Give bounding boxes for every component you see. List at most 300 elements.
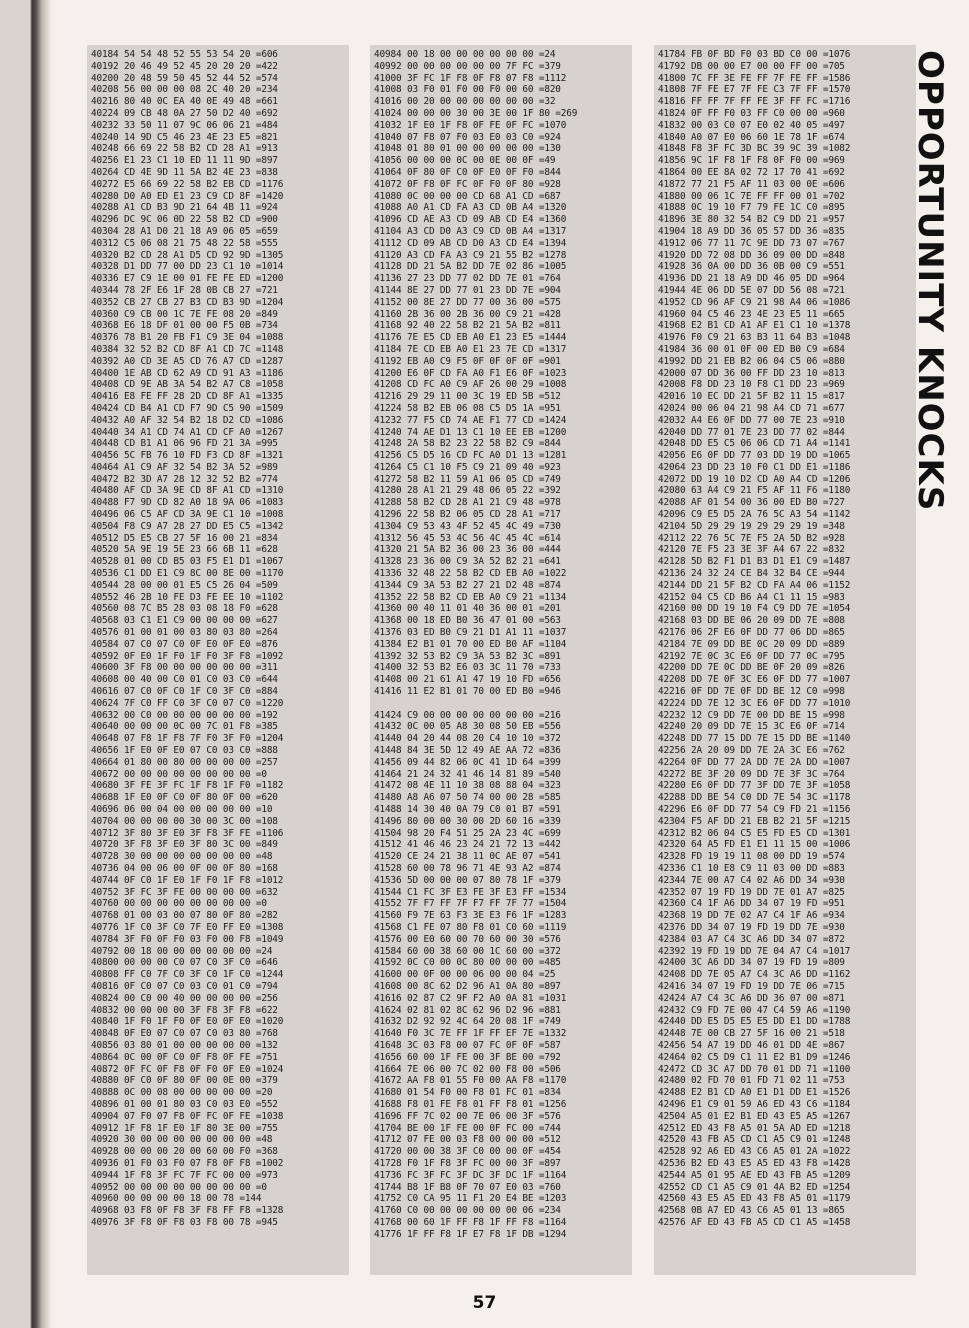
listing-line: 40984 00 18 00 00 00 00 00 00 =24 <box>374 49 556 60</box>
listing-line: 40752 3F FC 3F FE 00 00 00 00 =632 <box>91 886 278 898</box>
listing-line: 42224 DD 7E 12 3C E6 0F DD 77 =1010 <box>658 697 851 709</box>
listing-line: 41216 29 29 11 00 3C 19 ED 5B =512 <box>374 391 561 403</box>
listing-line: 40872 0F FC 0F F8 0F F0 0F E0 =1024 <box>91 1063 284 1075</box>
listing-line: 40664 01 80 00 80 00 00 00 00 =257 <box>91 756 278 768</box>
listing-line: 42528 92 A6 ED 43 C6 A5 01 2A =1022 <box>658 1146 851 1158</box>
listing-line: 41176 7E E5 CD EB A0 E1 23 E5 =1444 <box>374 332 567 344</box>
listing-line: 41272 58 B2 11 59 A1 06 05 CD =749 <box>374 473 561 485</box>
listing-line: 42392 19 FD 19 DD 7E 04 A7 C4 =1017 <box>658 945 851 957</box>
listing-line: 41696 FF 7C 02 00 7E 06 00 3F =576 <box>374 1110 561 1122</box>
listing-line: 40896 01 00 01 80 03 C0 03 E0 =552 <box>91 1098 278 1110</box>
listing-line: 41448 84 3E 5D 12 49 AE AA 72 =836 <box>374 745 561 757</box>
listing-line: 40592 0F E0 1F F0 1F F0 3F F8 =1092 <box>91 650 284 662</box>
listing-line: 42304 F5 AF DD 21 EB B2 21 5F =1215 <box>658 815 851 827</box>
listing-line: 41712 07 FE 00 03 F8 00 00 00 =512 <box>374 1134 561 1146</box>
listing-lines <box>654 45 916 1233</box>
listing-line: 41936 DD 21 18 A9 DD 46 05 DD =964 <box>658 273 845 285</box>
listing-line: 42360 C4 1F A6 DD 34 07 19 FD =951 <box>658 898 845 910</box>
listing-line: 40640 00 00 00 0C 00 7C 01 F8 =385 <box>91 721 278 733</box>
listing-line: 41400 32 53 B2 E6 03 3C 11 70 =733 <box>374 662 561 674</box>
listing-line: 40216 80 40 0C EA 40 0E 49 48 =661 <box>91 96 278 108</box>
listing-line: 42104 5D 29 29 19 29 29 29 19 =348 <box>658 520 845 532</box>
listing-line: 41896 3E 80 32 54 B2 C9 DD 21 =957 <box>658 214 845 226</box>
listing-line: 40480 AF CD 3A 9E CD 8F A1 CD =1310 <box>91 485 284 497</box>
listing-line: 41056 00 00 00 0C 00 0E 00 0F =49 <box>374 155 556 167</box>
listing-column-1 <box>87 45 349 1275</box>
listing-line: 41544 C1 FC 3F E3 FE 3F E3 FF =1534 <box>374 886 567 898</box>
listing-line: 40264 CD 4E 9D 11 5A B2 4E 23 =838 <box>91 166 278 178</box>
listing-line: 40440 34 A1 CD 74 A1 CD CF A0 =1267 <box>91 426 284 438</box>
listing-line: 40912 1F F8 1F E0 1F 80 3E 00 =755 <box>91 1122 278 1134</box>
listing-line: 40976 3F F8 0F F8 03 F8 00 78 =945 <box>91 1216 278 1228</box>
listing-line: 40376 78 B1 20 FB F1 C9 3E 04 =1088 <box>91 332 284 344</box>
listing-line: 41336 32 48 22 58 B2 CD EB A0 =1022 <box>374 568 567 580</box>
listing-line: 40520 5A 9E 19 5E 23 66 6B 11 =628 <box>91 544 278 556</box>
listing-line: 42504 A5 01 E2 B1 ED 43 E5 A5 =1267 <box>658 1110 851 1122</box>
listing-line: 42320 64 A5 FD E1 E1 11 15 00 =1006 <box>658 839 851 851</box>
listing-line: 41344 C9 3A 53 B2 27 21 D2 48 =874 <box>374 579 561 591</box>
listing-line: 41248 2A 58 B2 23 22 58 B2 C9 =844 <box>374 438 561 450</box>
listing-line: 41112 CD 09 AB CD D0 A3 CD E4 =1394 <box>374 237 567 249</box>
listing-line: 41552 7F F7 FF 7F F7 FF 7F 77 =1504 <box>374 898 567 910</box>
listing-line: 41184 7E CD EB A0 E1 23 7E CD =1317 <box>374 343 567 355</box>
listing-line: 41592 0C C0 00 0C 80 00 00 00 =485 <box>374 957 561 969</box>
listing-line: 40928 00 00 00 20 00 60 00 F0 =368 <box>91 1146 278 1158</box>
listing-line: 40456 5C FB 76 10 FD F3 CD 8F =1321 <box>91 450 284 462</box>
listing-line: 41008 03 F0 01 F0 00 F0 00 60 =820 <box>374 84 561 96</box>
listing-line: 41800 7C FF 3E FE FF 7F FE FF =1586 <box>658 72 851 84</box>
listing-line: 42184 7E 09 DD BE 0C 20 09 DD =889 <box>658 638 845 650</box>
listing-line: 41048 01 80 01 00 00 00 00 00 =130 <box>374 143 561 155</box>
listing-line: 41120 A3 CD FA A3 C9 21 55 B2 =1278 <box>374 249 567 261</box>
listing-line: 41600 00 0F 00 00 06 00 00 04 =25 <box>374 969 556 981</box>
listing-line: 41496 80 00 00 30 00 2D 60 16 =339 <box>374 815 561 827</box>
page-title: OPPORTUNITY KNOCKS <box>910 50 950 512</box>
listing-line: 41832 00 03 C0 07 E0 02 40 05 =497 <box>658 119 845 131</box>
listing-column-3 <box>654 45 916 1275</box>
listing-line: 42016 10 EC DD 21 5F B2 11 15 =817 <box>658 391 845 403</box>
listing-line: 41720 00 00 38 3F C0 00 00 0F =454 <box>374 1146 561 1158</box>
listing-line: 40728 30 00 00 00 00 00 00 00 =48 <box>91 851 273 863</box>
listing-line: 41728 F0 1F F8 3F FC 00 00 3F =897 <box>374 1157 561 1169</box>
listing-line: 42024 00 06 04 21 98 A4 CD 71 =677 <box>658 402 845 414</box>
listing-line: 41136 27 23 DD 77 02 DD 7E 01 =764 <box>374 273 561 285</box>
listing-line: 41760 C0 00 00 00 00 00 00 06 =234 <box>374 1205 561 1217</box>
listing-line: 40808 FF C0 7F C0 3F C0 1F C0 =1244 <box>91 969 284 981</box>
listing-lines <box>87 45 349 1233</box>
listing-line: 41664 7E 06 00 7C 02 00 F8 00 =506 <box>374 1063 561 1075</box>
listing-line: 41520 CE 24 21 38 11 0C AE 07 =541 <box>374 851 561 863</box>
listing-line: 41200 E6 0F CD FA A0 F1 E6 0F =1023 <box>374 367 567 379</box>
listing-line: 40560 08 7C B5 28 03 08 18 F0 =628 <box>91 603 278 615</box>
listing-line: 41352 22 58 B2 CD EB A0 C9 21 =1134 <box>374 591 567 603</box>
listing-line: 42296 E6 0F DD 77 54 C9 FD 21 =1156 <box>658 804 851 815</box>
listing-line: 41424 C9 00 00 00 00 00 00 00 =216 <box>374 709 561 721</box>
listing-line: 41984 36 00 01 0F 00 ED B0 C9 =684 <box>658 343 845 355</box>
listing-line: 41848 F8 3F FC 3D BC 39 9C 39 =1082 <box>658 143 851 155</box>
listing-line: 41152 00 8E 27 DD 77 00 36 00 =575 <box>374 296 561 308</box>
listing-line: 40200 20 48 59 50 45 52 44 52 =574 <box>91 72 278 84</box>
listing-line: 40920 30 00 00 00 00 00 00 00 =48 <box>91 1134 273 1146</box>
listing-line: 40600 3F F8 00 00 00 00 00 00 =311 <box>91 662 278 674</box>
listing-line: 41960 04 C5 46 23 4E 23 E5 11 =665 <box>658 308 845 320</box>
listing-line: 40960 00 00 00 00 18 00 78 =144 <box>91 1193 262 1205</box>
listing-line: 40680 3F FE 3F FC 1F F8 1F F0 =1182 <box>91 780 284 792</box>
listing-line: 41240 74 AE D1 13 C1 10 EE EB =1200 <box>374 426 567 438</box>
listing-line: 42216 0F DD 7E 0F DD BE 12 C0 =998 <box>658 686 845 698</box>
listing-line: 41648 3C 03 F8 00 07 FC 0F 0F =587 <box>374 1039 561 1051</box>
listing-line: 40584 07 C0 07 C0 0F E0 0F E0 =876 <box>91 638 278 650</box>
listing-column-2 <box>370 45 632 1275</box>
listing-line: 41208 CD FC A0 C9 AF 26 00 29 =1008 <box>374 379 567 391</box>
listing-line: 41840 A0 07 E0 06 60 1E 78 1F =674 <box>658 131 845 143</box>
listing-line: 41512 41 46 46 23 24 21 72 13 =442 <box>374 839 561 851</box>
listing-line: 40944 1F F8 3F FC 7F FC 00 00 =973 <box>91 1169 278 1181</box>
listing-line: 42576 AF ED 43 FB A5 CD C1 A5 =1458 <box>658 1216 851 1228</box>
listing-line: 40888 0C 00 08 00 00 00 00 00 =20 <box>91 1087 273 1099</box>
listing-line: 41464 21 24 32 41 46 14 81 89 =540 <box>374 768 561 780</box>
listing-line: 42416 34 07 19 FD 19 DD 7E 06 =715 <box>658 980 845 992</box>
listing-line: 40576 01 00 01 00 03 80 03 80 =264 <box>91 627 278 639</box>
listing-line: 41032 1F E0 1F F8 0F FE 0F FC =1070 <box>374 119 567 131</box>
listing-line: 40344 78 2F E6 1F 28 0B CB 27 =721 <box>91 284 278 296</box>
listing-line: 41576 00 E0 60 00 70 60 00 30 =576 <box>374 933 561 945</box>
listing-line: 42256 2A 20 09 DD 7E 2A 3C E6 =762 <box>658 745 845 757</box>
listing-line: 41144 8E 27 DD 77 01 23 DD 7E =904 <box>374 284 561 296</box>
listing-line: 40552 46 2B 10 FE D3 FE EE 10 =1102 <box>91 591 284 603</box>
listing-line: 40824 00 C0 00 40 00 00 00 00 =256 <box>91 992 278 1004</box>
listing-line: 41104 A3 CD D0 A3 C9 CD 0B A4 =1317 <box>374 225 567 237</box>
listing-line: 40792 00 18 00 00 00 00 00 00 =24 <box>91 945 273 957</box>
listing-line: 41768 00 60 1F FF F8 1F FF F8 =1164 <box>374 1216 567 1228</box>
listing-line: 40632 00 C0 00 00 00 00 00 00 =192 <box>91 709 278 721</box>
listing-line: 42496 E1 C9 01 59 A6 ED 43 C6 =1184 <box>658 1098 851 1110</box>
listing-line: 40832 00 00 00 00 3F F8 3F F8 =622 <box>91 1004 278 1016</box>
listing-line: 40336 E7 C9 1E 00 01 FE FE ED =1200 <box>91 273 284 285</box>
listing-line: 40936 01 F0 03 F0 07 F8 0F F8 =1002 <box>91 1157 284 1169</box>
listing-line: 41584 60 00 38 60 00 1C 60 00 =372 <box>374 945 561 957</box>
listing-line: 42312 B2 06 04 C5 E5 FD E5 CD =1301 <box>658 827 851 839</box>
listing-line: 40712 3F 80 3F E0 3F F8 3F FE =1106 <box>91 827 284 839</box>
listing-line: 42400 3C A6 DD 34 07 19 FD 19 =809 <box>658 957 845 969</box>
listing-line: 41536 5D 00 00 00 07 80 78 1F =379 <box>374 874 561 886</box>
listing-line: 42480 02 FD 70 01 FD 71 02 11 =753 <box>658 1075 845 1087</box>
listing-line: 40272 E5 66 69 22 58 B2 EB CD =1176 <box>91 178 284 190</box>
listing-line: 42128 5D B2 F1 D1 B3 D1 E1 C9 =1487 <box>658 556 851 568</box>
listing-line: 42176 06 2F E6 0F DD 77 06 DD =865 <box>658 627 845 639</box>
listing-line: 40744 0F C0 1F E0 1F F0 1F F8 =1012 <box>91 874 284 886</box>
listing-line: 41616 02 87 C2 9F F2 A0 0A 81 =1031 <box>374 992 567 1004</box>
listing-line: 40776 1F C0 3F C0 7F E0 FF E0 =1308 <box>91 921 284 933</box>
listing-line: 40472 B2 3D A7 28 12 32 52 B2 =774 <box>91 473 278 485</box>
listing-line: 40544 28 00 00 01 E5 C5 26 04 =509 <box>91 579 278 591</box>
listing-line: 41304 C9 53 43 4F 52 45 4C 49 =730 <box>374 520 561 532</box>
listing-line: 40352 CB 27 CB 27 B3 CD B3 9D =1204 <box>91 296 284 308</box>
listing-line: 41640 F0 3C 7E FF 1F FF EF 7E =1332 <box>374 1028 567 1040</box>
listing-line: 41296 22 58 B2 06 05 CD 28 A1 =717 <box>374 509 561 521</box>
listing-line: 40760 00 00 00 00 00 00 00 00 =0 <box>91 898 267 910</box>
listing-line: 40800 00 00 00 C0 07 C0 3F C0 =646 <box>91 957 278 969</box>
listing-line: 40528 01 00 CD B5 03 F5 E1 D1 =1067 <box>91 556 284 568</box>
listing-line: 42064 23 DD 23 10 F0 C1 DD E1 =1186 <box>658 461 851 473</box>
listing-line: 40208 56 00 00 00 08 2C 40 20 =234 <box>91 84 278 96</box>
listing-line: 40968 03 F8 0F F8 3F F8 FF F8 =1328 <box>91 1205 284 1217</box>
listing-line: 41128 DD 21 5A B2 DD 7E 02 86 =1005 <box>374 261 567 273</box>
listing-line: 42120 7E F5 23 3E 3F A4 67 22 =832 <box>658 544 845 556</box>
listing-line: 41952 CD 96 AF C9 21 98 A4 06 =1086 <box>658 296 851 308</box>
listing-line: 42456 54 A7 19 DD 46 01 DD 4E =867 <box>658 1039 845 1051</box>
listing-line: 40256 E1 23 C1 10 ED 11 11 9D =897 <box>91 155 278 167</box>
listing-line: 41416 11 E2 B1 01 70 00 ED B0 =946 <box>374 686 561 698</box>
listing-line: 42440 DD E5 D5 E5 E5 DD E1 DD =1788 <box>658 1016 851 1028</box>
listing-line: 41912 06 77 11 7C 9E DD 73 07 =767 <box>658 237 845 249</box>
listing-line: 40880 0F C0 0F 80 0F 00 0E 00 =379 <box>91 1075 278 1087</box>
listing-line: 41096 CD AE A3 CD 09 AB CD E4 =1360 <box>374 214 567 226</box>
listing-line: 41432 0C 00 05 A8 30 08 50 EB =556 <box>374 721 561 733</box>
listing-line: 40248 66 69 22 58 B2 CD 28 A1 =913 <box>91 143 278 155</box>
listing-line: 42056 E6 0F DD 77 03 DD 19 DD =1065 <box>658 450 851 462</box>
listing-line: 42072 DD 19 10 D2 CD A0 A4 CD =1206 <box>658 473 851 485</box>
listing-line: 40648 07 F8 1F F8 7F F0 3F F0 =1204 <box>91 733 284 745</box>
listing-line: 41256 C5 D5 16 CD FC A0 D1 13 =1281 <box>374 450 567 462</box>
listing-line: 42112 22 76 5C 7E F5 2A 5D B2 =928 <box>658 532 845 544</box>
listing-line: 42408 DD 7E 05 A7 C4 3C A6 DD =1162 <box>658 969 851 981</box>
listing-line: 42240 20 09 DD 7E 15 3C E6 0F =714 <box>658 721 845 733</box>
listing-line: 42032 A4 E6 0F DD 77 00 7E 23 =910 <box>658 414 845 426</box>
listing-line: 42352 07 19 FD 19 DD 7E 01 A7 =825 <box>658 886 845 898</box>
listing-line: 41624 02 81 02 8C 62 96 D2 96 =881 <box>374 1004 561 1016</box>
listing-line: 41928 36 0A 00 DD 36 0B 00 C9 =551 <box>658 261 845 273</box>
listing-line: 40416 E8 FE FF 28 2D CD 8F A1 =1335 <box>91 391 284 403</box>
listing-line: 41672 AA F8 01 55 F0 00 AA F8 =1170 <box>374 1075 567 1087</box>
listing-line: 40368 E6 18 DF 01 00 00 F5 0B =734 <box>91 320 278 332</box>
listing-line: 41264 C5 C1 10 F5 C9 21 09 40 =923 <box>374 461 561 473</box>
listing-line: 40224 09 CB 48 0A 27 50 D2 40 =692 <box>91 107 278 119</box>
listing-line: 40720 3F F8 3F E0 3F 80 3C 00 =849 <box>91 839 278 851</box>
listing-line: 40240 14 9D C5 46 23 4E 23 E5 =821 <box>91 131 278 143</box>
listing-line: 41000 3F FC 1F F8 0F F8 07 F8 =1112 <box>374 72 567 84</box>
listing-line: 42264 0F DD 77 2A DD 7E 2A DD =1007 <box>658 756 851 768</box>
listing-line: 42568 0B A7 ED 43 C6 A5 01 13 =865 <box>658 1205 845 1217</box>
listing-line: 41688 F8 01 FE F8 01 FF F8 01 =1256 <box>374 1098 567 1110</box>
listing-line: 41864 00 EE 8A 02 72 17 70 41 =692 <box>658 166 845 178</box>
listing-line: 42040 DD 77 01 7E 23 DD 77 02 =844 <box>658 426 845 438</box>
listing-line: 40992 00 00 00 00 00 00 7F FC =379 <box>374 60 561 72</box>
listing-line: 41232 77 F5 CD 74 AE F1 77 CD =1424 <box>374 414 567 426</box>
listing-line: 41360 00 40 11 01 40 36 00 01 =201 <box>374 603 561 615</box>
listing-line: 42368 19 DD 7E 02 A7 C4 1F A6 =934 <box>658 910 845 922</box>
listing-line: 41160 2B 36 00 2B 36 00 C9 21 =428 <box>374 308 561 320</box>
listing-line: 40512 D5 E5 CB 27 5F 16 00 21 =834 <box>91 532 278 544</box>
listing-line: 41072 0F F8 0F FC 0F F0 0F 80 =928 <box>374 178 561 190</box>
listing-line: 42048 DD E5 C5 06 06 CD 71 A4 =1141 <box>658 438 851 450</box>
listing-line: 42208 DD 7E 0F 3C E6 0F DD 77 =1007 <box>658 674 851 686</box>
listing-line: 41920 DD 72 08 DD 36 09 00 DD =848 <box>658 249 845 261</box>
listing-line: 40840 1F F0 1F F0 0F E0 0F E0 =1020 <box>91 1016 284 1028</box>
listing-line: 42144 DD 21 5F B2 CD FA A4 06 =1152 <box>658 579 851 591</box>
listing-line: 42520 43 FB A5 CD C1 A5 C9 01 =1248 <box>658 1134 851 1146</box>
listing-line: 42384 03 A7 C4 3C A6 DD 34 07 =872 <box>658 933 845 945</box>
listing-line: 41456 09 44 82 06 0C 41 1D 64 =399 <box>374 756 561 768</box>
listing-line: 41872 77 21 F5 AF 11 03 00 0E =606 <box>658 178 845 190</box>
listing-line: 40904 07 F0 07 F8 0F FC 0F FE =1038 <box>91 1110 284 1122</box>
listing-line: 41024 00 00 00 30 00 3E 00 1F 80 =269 <box>374 107 578 119</box>
listing-line: 40784 3F F0 0F F0 03 F0 00 F8 =1049 <box>91 933 284 945</box>
listing-line: 42192 7E 0C 3C E6 0F DD 77 0C =795 <box>658 650 845 662</box>
listing-line: 42160 00 DD 19 10 F4 C9 DD 7E =1054 <box>658 603 851 615</box>
listing-line: 41608 00 8C 62 D2 96 A1 0A 80 =897 <box>374 980 561 992</box>
listing-line: 40952 00 00 00 00 00 00 00 00 =0 <box>91 1181 267 1193</box>
listing-line: 41752 C0 CA 95 11 F1 20 E4 BE =1203 <box>374 1193 567 1205</box>
listing-lines <box>370 45 632 1244</box>
listing-line: 40496 06 C5 AF CD 3A 9E C1 10 =1008 <box>91 509 284 521</box>
listing-line: 42080 63 A4 C9 21 F5 AF 11 F6 =1180 <box>658 485 851 497</box>
listing-line: 41528 60 00 78 96 71 4E 93 A2 =874 <box>374 862 561 874</box>
listing-line: 40616 07 C0 0F C0 1F C0 3F C0 =884 <box>91 686 278 698</box>
listing-line: 41792 DB 00 00 E7 00 00 FF 00 =705 <box>658 60 845 72</box>
listing-line: 40704 00 00 00 00 30 00 3C 00 =108 <box>91 815 278 827</box>
listing-line: 42088 AF 01 54 00 36 00 ED B0 =727 <box>658 497 845 509</box>
listing-line: 41288 58 B2 CD 28 A1 21 C9 48 =978 <box>374 497 561 509</box>
listing-line: 41328 23 36 00 C9 3A 52 B2 21 =641 <box>374 556 561 568</box>
listing-line: 41736 FC 3F FC 3F DC 3F DC 1F =1164 <box>374 1169 567 1181</box>
listing-line: 41408 00 21 61 A1 47 19 10 FD =656 <box>374 674 561 686</box>
listing-line: 40312 C5 06 08 21 75 48 22 58 =555 <box>91 237 278 249</box>
listing-line: 40624 7F C0 FF C0 3F C0 07 C0 =1220 <box>91 697 284 709</box>
listing-line: 41776 1F FF F8 1F E7 F8 1F DB =1294 <box>374 1228 567 1240</box>
listing-line: 40400 1E AB CD 62 A9 CD 91 A3 =1186 <box>91 367 284 379</box>
listing-line: 40288 A1 CD B3 9D 21 64 4B 11 =924 <box>91 202 278 214</box>
listing-line: 41192 EB A0 C9 F5 0F 0F 0F 0F =901 <box>374 355 561 367</box>
listing-line: 41824 0F FF F0 03 FF C0 00 00 =960 <box>658 107 845 119</box>
block-gap <box>374 698 628 710</box>
listing-line: 42328 FD 19 19 11 08 00 DD 19 =574 <box>658 851 845 863</box>
listing-line: 41376 03 ED B0 C9 21 D1 A1 11 =1037 <box>374 627 567 639</box>
listing-line: 42448 7E 00 CB 27 5F 16 00 21 =518 <box>658 1028 845 1040</box>
listing-line: 40424 CD B4 A1 CD F7 9D C5 90 =1509 <box>91 402 284 414</box>
listing-line: 40856 03 80 01 00 00 00 00 00 =132 <box>91 1039 278 1051</box>
listing-line: 42376 DD 34 07 19 FD 19 DD 7E =930 <box>658 921 845 933</box>
listing-line: 42336 C1 10 E8 C9 11 03 00 DD =883 <box>658 862 845 874</box>
listing-line: 41560 F9 7E 63 F3 3E E3 F6 1F =1283 <box>374 910 567 922</box>
listing-line: 41808 7F FE E7 7F FE C3 7F FF =1570 <box>658 84 851 96</box>
listing-line: 40696 06 00 04 00 00 00 00 00 =10 <box>91 804 273 815</box>
listing-line: 40656 1F E0 0F E0 07 C0 03 C0 =888 <box>91 745 278 757</box>
listing-line: 42424 A7 C4 3C A6 DD 36 07 00 =871 <box>658 992 845 1004</box>
listing-line: 41904 18 A9 DD 36 05 57 DD 36 =835 <box>658 225 845 237</box>
listing-line: 40280 D0 A0 ED E1 23 C9 CD 8F =1420 <box>91 190 284 202</box>
listing-line: 40184 54 54 48 52 55 53 54 20 =606 <box>91 49 278 60</box>
listing-line: 42464 02 C5 D9 C1 11 E2 B1 D9 =1246 <box>658 1051 851 1063</box>
listing-line: 41280 28 A1 21 29 48 06 05 22 =392 <box>374 485 561 497</box>
listing-line: 41888 0C 19 10 F7 79 FE 1C C0 =895 <box>658 202 845 214</box>
listing-line: 42560 43 E5 A5 ED 43 F8 A5 01 =1179 <box>658 1193 851 1205</box>
listing-line: 42272 BE 3F 20 09 DD 7E 3F 3C =764 <box>658 768 845 780</box>
listing-line: 41480 A8 A6 07 50 74 00 00 28 =585 <box>374 792 561 804</box>
listing-line: 42552 CD C1 A5 C9 01 4A B2 ED =1254 <box>658 1181 851 1193</box>
listing-line: 41704 BE 00 1F FE 00 0F FC 00 =744 <box>374 1122 561 1134</box>
listing-line: 41880 00 06 1C 7E FF FF 00 01 =702 <box>658 190 845 202</box>
listing-line: 40864 0C 00 0F C0 0F F8 0F FE =751 <box>91 1051 278 1063</box>
listing-line: 42096 C9 E5 D5 2A 76 5C A3 54 =1142 <box>658 509 851 521</box>
listing-line: 40848 0F E0 07 C0 07 C0 03 80 =768 <box>91 1028 278 1040</box>
listing-line: 42168 03 DD BE 06 20 09 DD 7E =808 <box>658 615 845 627</box>
listing-line: 40320 B2 CD 28 A1 D5 CD 92 9D =1305 <box>91 249 284 261</box>
listing-line: 41368 00 18 ED B0 36 47 01 00 =563 <box>374 615 561 627</box>
listing-line: 40488 F7 9D CD 82 A0 18 9A 06 =1083 <box>91 497 284 509</box>
listing-line: 41168 92 40 22 58 B2 21 5A B2 =811 <box>374 320 561 332</box>
listing-line: 40360 C9 CB 00 1C 7E FE 08 20 =849 <box>91 308 278 320</box>
listing-line: 40672 00 00 00 00 00 00 00 00 =0 <box>91 768 267 780</box>
listing-line: 42536 B2 ED 43 E5 A5 ED 43 F8 =1428 <box>658 1157 851 1169</box>
listing-line: 41632 D2 92 92 4C 64 20 08 1F =749 <box>374 1016 561 1028</box>
listing-line: 42248 DD 77 15 DD 7E 15 DD BE =1140 <box>658 733 851 745</box>
listing-line: 41392 32 53 B2 C9 3A 53 B2 3C =891 <box>374 650 561 662</box>
listing-line: 42000 07 DD 36 00 FF DD 23 10 =813 <box>658 367 845 379</box>
listing-line: 41472 08 4E 11 10 38 08 88 04 =323 <box>374 780 561 792</box>
listing-line: 41504 98 20 F4 51 25 2A 23 4C =699 <box>374 827 561 839</box>
listing-line: 41040 07 F8 07 F0 03 E0 03 C0 =924 <box>374 131 561 143</box>
listing-line: 41016 00 20 00 00 00 00 00 00 =32 <box>374 96 556 108</box>
listing-line: 40192 20 46 49 52 45 20 20 20 =422 <box>91 60 278 72</box>
listing-line: 40608 00 40 00 C0 01 C0 03 C0 =644 <box>91 674 278 686</box>
listing-line: 41744 B8 1F B8 0F 70 07 E0 03 =760 <box>374 1181 561 1193</box>
listing-line: 40568 03 C1 E1 C9 00 00 00 00 =627 <box>91 615 278 627</box>
listing-line: 40504 F8 C9 A7 28 27 DD E5 C5 =1342 <box>91 520 284 532</box>
listing-line: 42288 DD BE 54 C0 DD 7E 54 3C =1178 <box>658 792 851 804</box>
listing-line: 41568 C1 FE 07 80 F8 01 C0 60 =1119 <box>374 921 567 933</box>
listing-line: 42432 C9 FD 7E 00 47 C4 59 A6 =1190 <box>658 1004 851 1016</box>
listing-line: 40384 32 52 B2 CD 8F A1 CD 7C =1148 <box>91 343 284 355</box>
listing-line: 40392 A0 CD 3E A5 CD 76 A7 CD =1287 <box>91 355 284 367</box>
listing-line: 41992 DD 21 EB B2 06 04 C5 06 =880 <box>658 355 845 367</box>
listing-line: 42136 24 32 24 CE B4 32 B4 CE =944 <box>658 568 845 580</box>
listing-line: 41064 0F 80 0F C0 0F E0 0F F0 =844 <box>374 166 561 178</box>
listing-line: 41976 F0 C9 21 63 B3 11 64 B3 =1048 <box>658 332 851 344</box>
listing-line: 41384 E2 B1 01 70 00 ED B0 AF =1104 <box>374 638 567 650</box>
listing-line: 42544 A5 01 95 AE ED 43 FB A5 =1209 <box>658 1169 851 1181</box>
listing-line: 40448 CD B1 A1 06 96 FD 21 3A =995 <box>91 438 278 450</box>
listing-line: 40304 28 A1 D0 21 18 A9 06 05 =659 <box>91 225 278 237</box>
listing-line: 41224 58 B2 EB 06 08 C5 D5 1A =951 <box>374 402 561 414</box>
listing-line: 41488 14 30 40 0A 79 C0 01 B7 =591 <box>374 804 561 815</box>
listing-line: 40328 D1 DD 77 00 DD 23 C1 10 =1014 <box>91 261 284 273</box>
listing-line: 41968 E2 B1 CD A1 AF E1 C1 10 =1378 <box>658 320 851 332</box>
listing-line: 40688 1F E0 0F C0 0F 80 0F 00 =620 <box>91 792 278 804</box>
listing-line: 40816 0F C0 07 C0 03 C0 01 C0 =794 <box>91 980 278 992</box>
listing-line: 42232 12 C9 DD 7E 00 DD BE 15 =998 <box>658 709 845 721</box>
listing-line: 40432 A0 AF 32 54 B2 18 D2 CD =1086 <box>91 414 284 426</box>
listing-line: 41680 01 54 F0 00 F8 01 FC 01 =834 <box>374 1087 561 1099</box>
listing-line: 41440 04 20 44 08 20 C4 10 10 =372 <box>374 733 561 745</box>
listing-line: 42488 E2 B1 CD A0 E1 D1 DD E1 =1526 <box>658 1087 851 1099</box>
listing-line: 41656 60 00 1F FE 00 3F BE 00 =792 <box>374 1051 561 1063</box>
listing-line: 42008 F8 DD 23 10 F8 C1 DD 23 =969 <box>658 379 845 391</box>
listing-line: 41320 21 5A B2 36 00 23 36 00 =444 <box>374 544 561 556</box>
listing-line: 40296 DC 9C 06 0D 22 58 B2 CD =900 <box>91 214 278 226</box>
listing-line: 42280 E6 0F DD 77 3F DD 7E 3F =1058 <box>658 780 851 792</box>
listing-line: 40768 01 00 03 00 07 80 0F 80 =282 <box>91 910 278 922</box>
listing-line: 40464 A1 C9 AF 32 54 B2 3A 52 =989 <box>91 461 278 473</box>
page-number: 57 <box>472 1293 497 1313</box>
listing-line: 41080 0C 00 00 00 CD 68 A1 CD =687 <box>374 190 561 202</box>
listing-line: 41944 4E 06 DD 5E 07 DD 56 08 =721 <box>658 284 845 296</box>
listing-line: 42200 DD 7E 0C DD BE 0F 20 09 =826 <box>658 662 845 674</box>
listing-line: 40736 04 00 06 00 0F 00 0F 80 =168 <box>91 862 278 874</box>
listing-line: 42152 04 C5 CD B6 A4 C1 11 15 =983 <box>658 591 845 603</box>
listing-line: 41856 9C 1F F8 1F F8 0F F0 00 =969 <box>658 155 845 167</box>
listing-line: 41088 A0 A1 CD FA A3 CD 0B A4 =1320 <box>374 202 567 214</box>
